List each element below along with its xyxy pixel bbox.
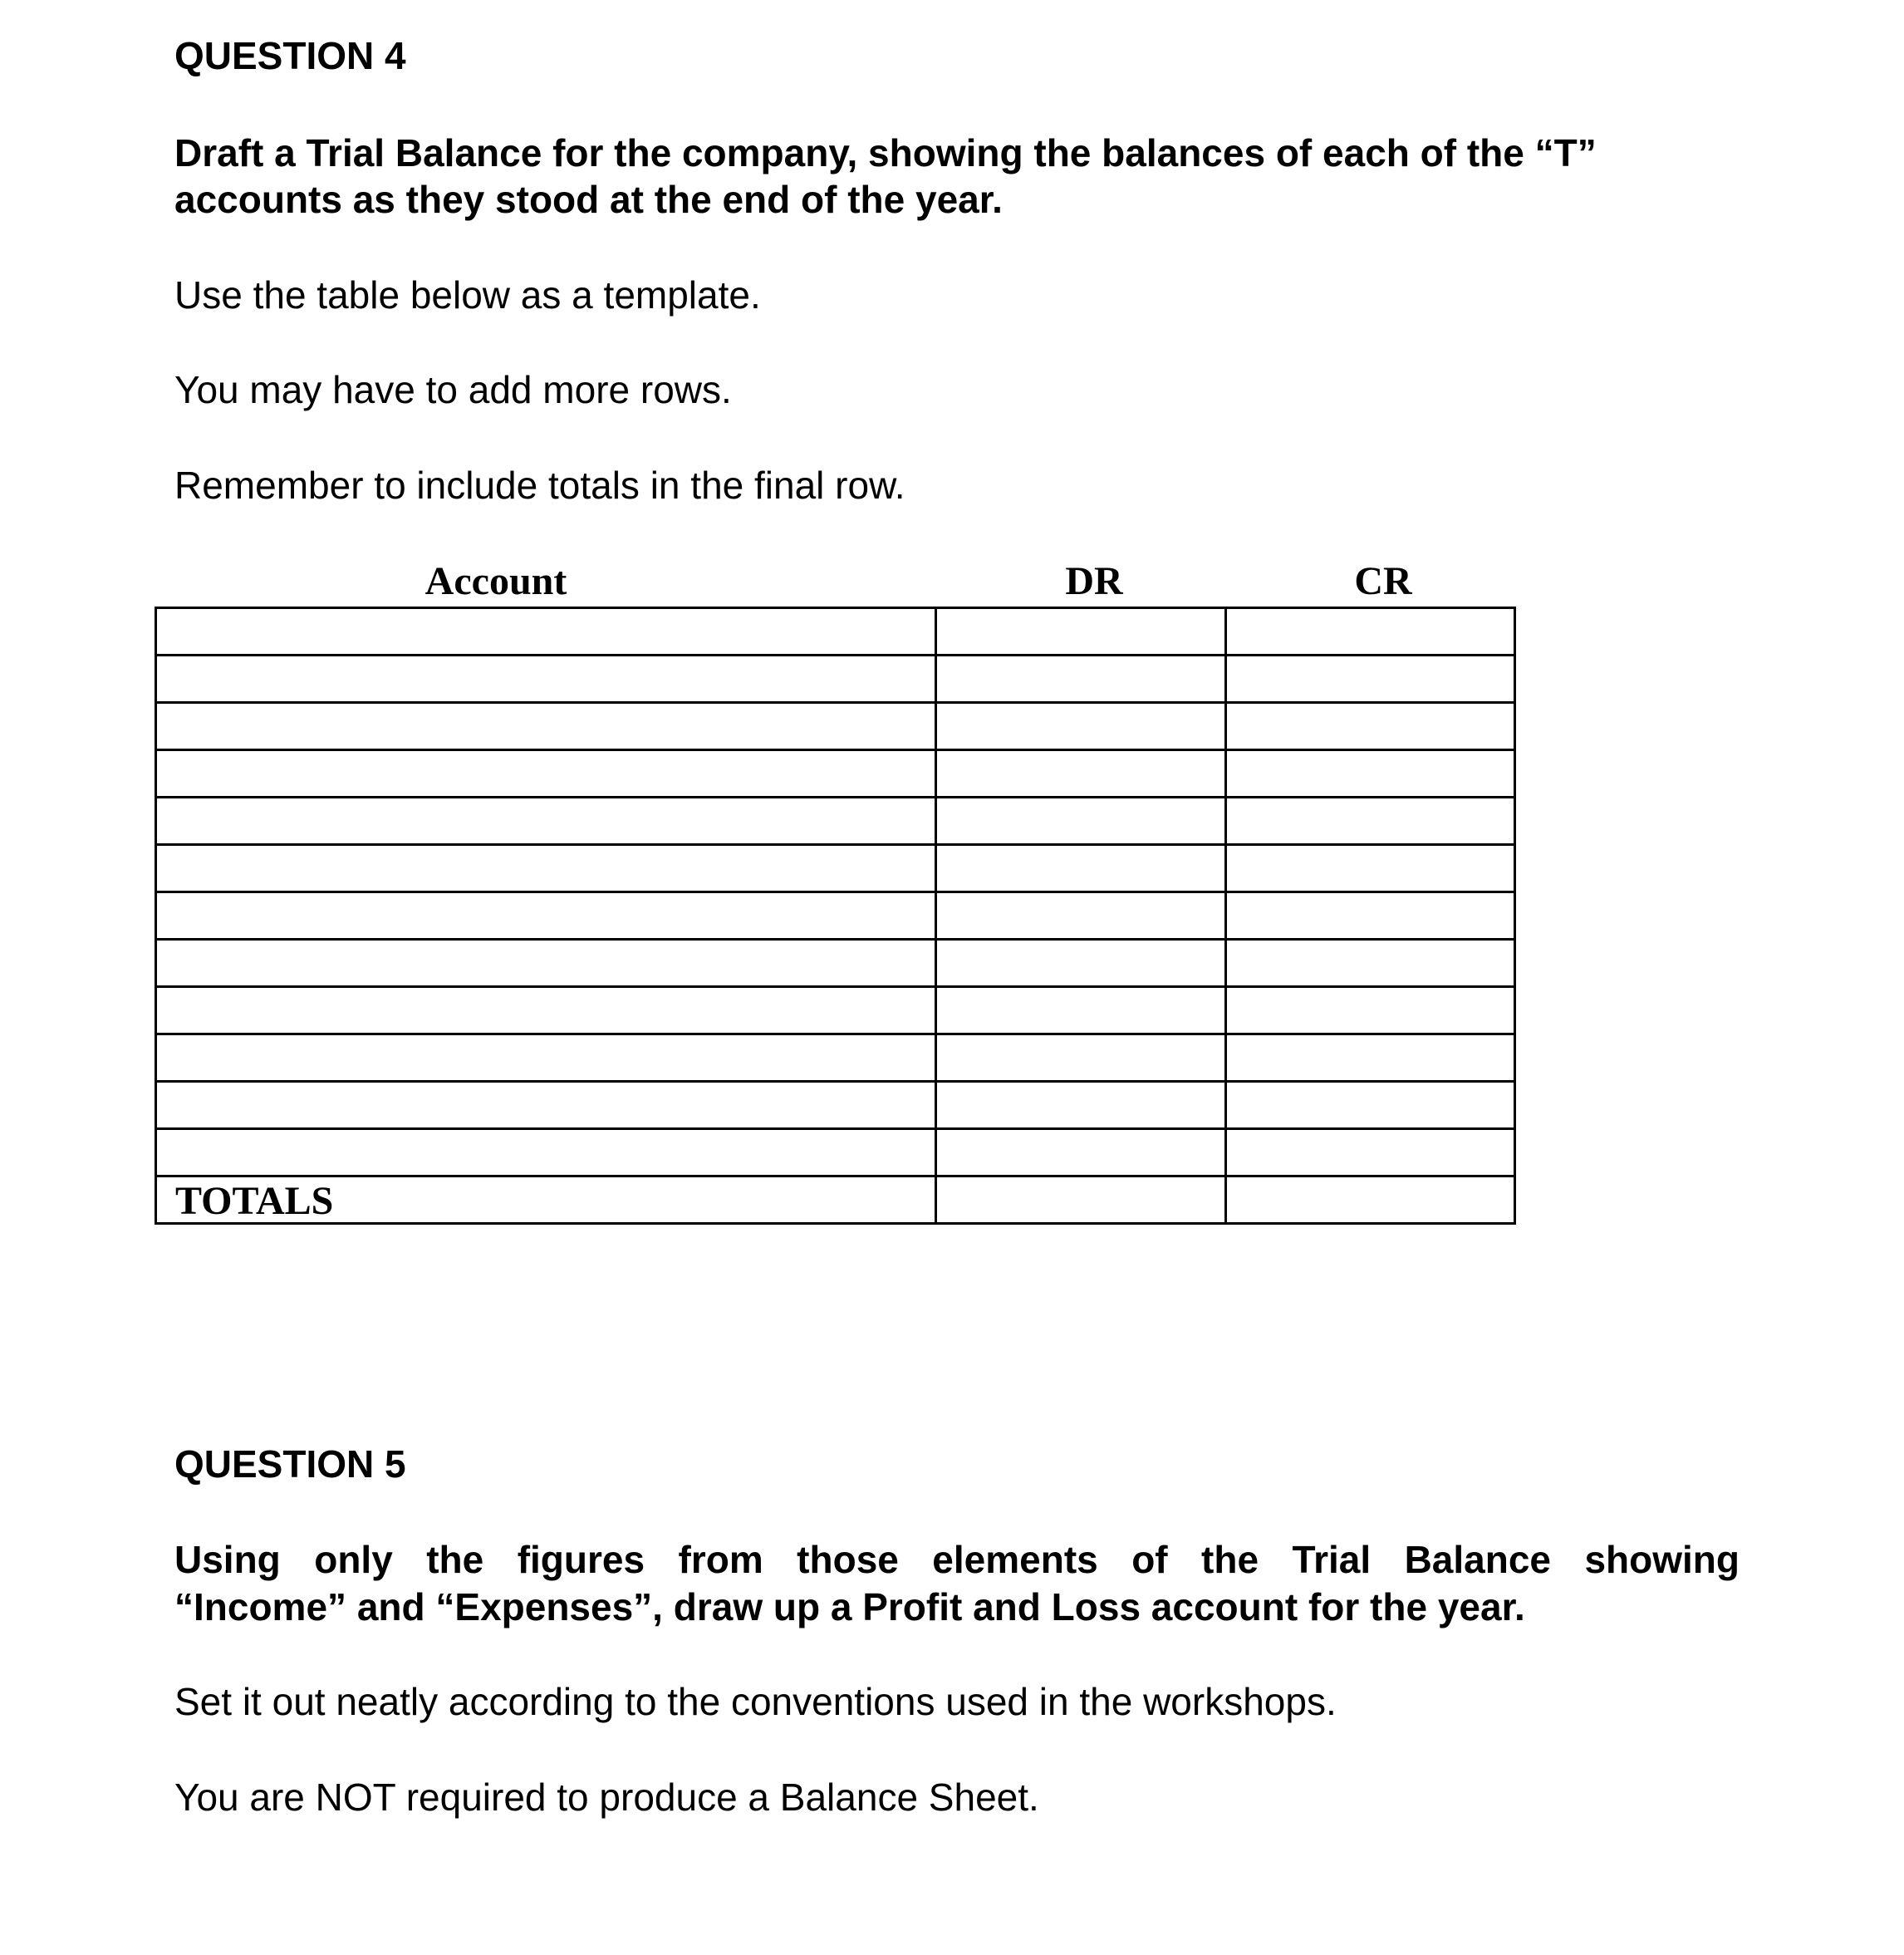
cr-cell[interactable] [1226,798,1515,845]
totals-cr-cell[interactable] [1226,1176,1515,1224]
cr-cell[interactable] [1226,1129,1515,1176]
acc-cell[interactable] [156,940,936,987]
cr-cell[interactable] [1226,845,1515,892]
header-dr: DR [1065,559,1123,603]
header-account: Account [424,559,567,603]
dr-cell[interactable] [936,703,1226,750]
totals-dr-cell[interactable] [936,1176,1226,1224]
question4-heading: QUESTION 4 [174,34,406,77]
table-row [156,656,1515,703]
question4-instruction-line2: accounts as they stood at the end of the year. [174,178,1003,221]
question4-note-template: Use the table below as a template. [174,273,761,317]
acc-cell[interactable] [156,703,936,750]
cr-cell[interactable] [1226,656,1515,703]
dr-cell[interactable] [936,798,1226,845]
acc-cell[interactable] [156,892,936,940]
table-row [156,703,1515,750]
table-row [156,608,1515,656]
dr-cell[interactable] [936,1129,1226,1176]
acc-cell[interactable] [156,1082,936,1129]
question5-heading: QUESTION 5 [174,1442,406,1486]
table-row [156,987,1515,1034]
table-row [156,1034,1515,1082]
question5-note-conventions: Set it out neatly according to the conventions used in the workshops. [174,1680,1337,1723]
table-row [156,940,1515,987]
totals-label: TOTALS [175,1179,334,1223]
dr-cell[interactable] [936,1082,1226,1129]
acc-cell[interactable] [156,1034,936,1082]
dr-cell[interactable] [936,750,1226,798]
acc-cell[interactable] [156,987,936,1034]
dr-cell[interactable] [936,608,1226,656]
table-row [156,1082,1515,1129]
acc-cell[interactable] [156,608,936,656]
acc-cell[interactable] [156,750,936,798]
trial-balance-table [155,607,1516,1225]
dr-cell[interactable] [936,940,1226,987]
question5-instruction-line2: “Income” and “Expenses”, draw up a Profit and Loss account for the year. [174,1585,1525,1628]
table-row [156,845,1515,892]
totals-row [156,1176,1515,1224]
cr-cell[interactable] [1226,987,1515,1034]
dr-cell[interactable] [936,1034,1226,1082]
question4-instruction-line1: Draft a Trial Balance for the company, showing the balances of each of the “T” [174,131,1597,174]
question5-instruction-line1: Using only the figures from those elements of the Trial Balance showing [174,1538,1740,1581]
dr-cell[interactable] [936,845,1226,892]
cr-cell[interactable] [1226,608,1515,656]
cr-cell[interactable] [1226,750,1515,798]
dr-cell[interactable] [936,892,1226,940]
cr-cell[interactable] [1226,892,1515,940]
table-row [156,1129,1515,1176]
header-cr: CR [1354,559,1412,603]
acc-cell[interactable] [156,845,936,892]
question5-note-balance-sheet: You are NOT required to produce a Balance Sheet. [174,1776,1039,1819]
acc-cell[interactable] [156,656,936,703]
table-row [156,750,1515,798]
question4-note-rows: You may have to add more rows. [174,368,732,411]
dr-cell[interactable] [936,987,1226,1034]
cr-cell[interactable] [1226,1034,1515,1082]
cr-cell[interactable] [1226,703,1515,750]
acc-cell[interactable] [156,798,936,845]
cr-cell[interactable] [1226,940,1515,987]
dr-cell[interactable] [936,656,1226,703]
table-row [156,798,1515,845]
table-row [156,892,1515,940]
cr-cell[interactable] [1226,1082,1515,1129]
totals-acc-cell[interactable] [156,1176,936,1224]
question4-note-totals: Remember to include totals in the final row. [174,464,905,507]
acc-cell[interactable] [156,1129,936,1176]
